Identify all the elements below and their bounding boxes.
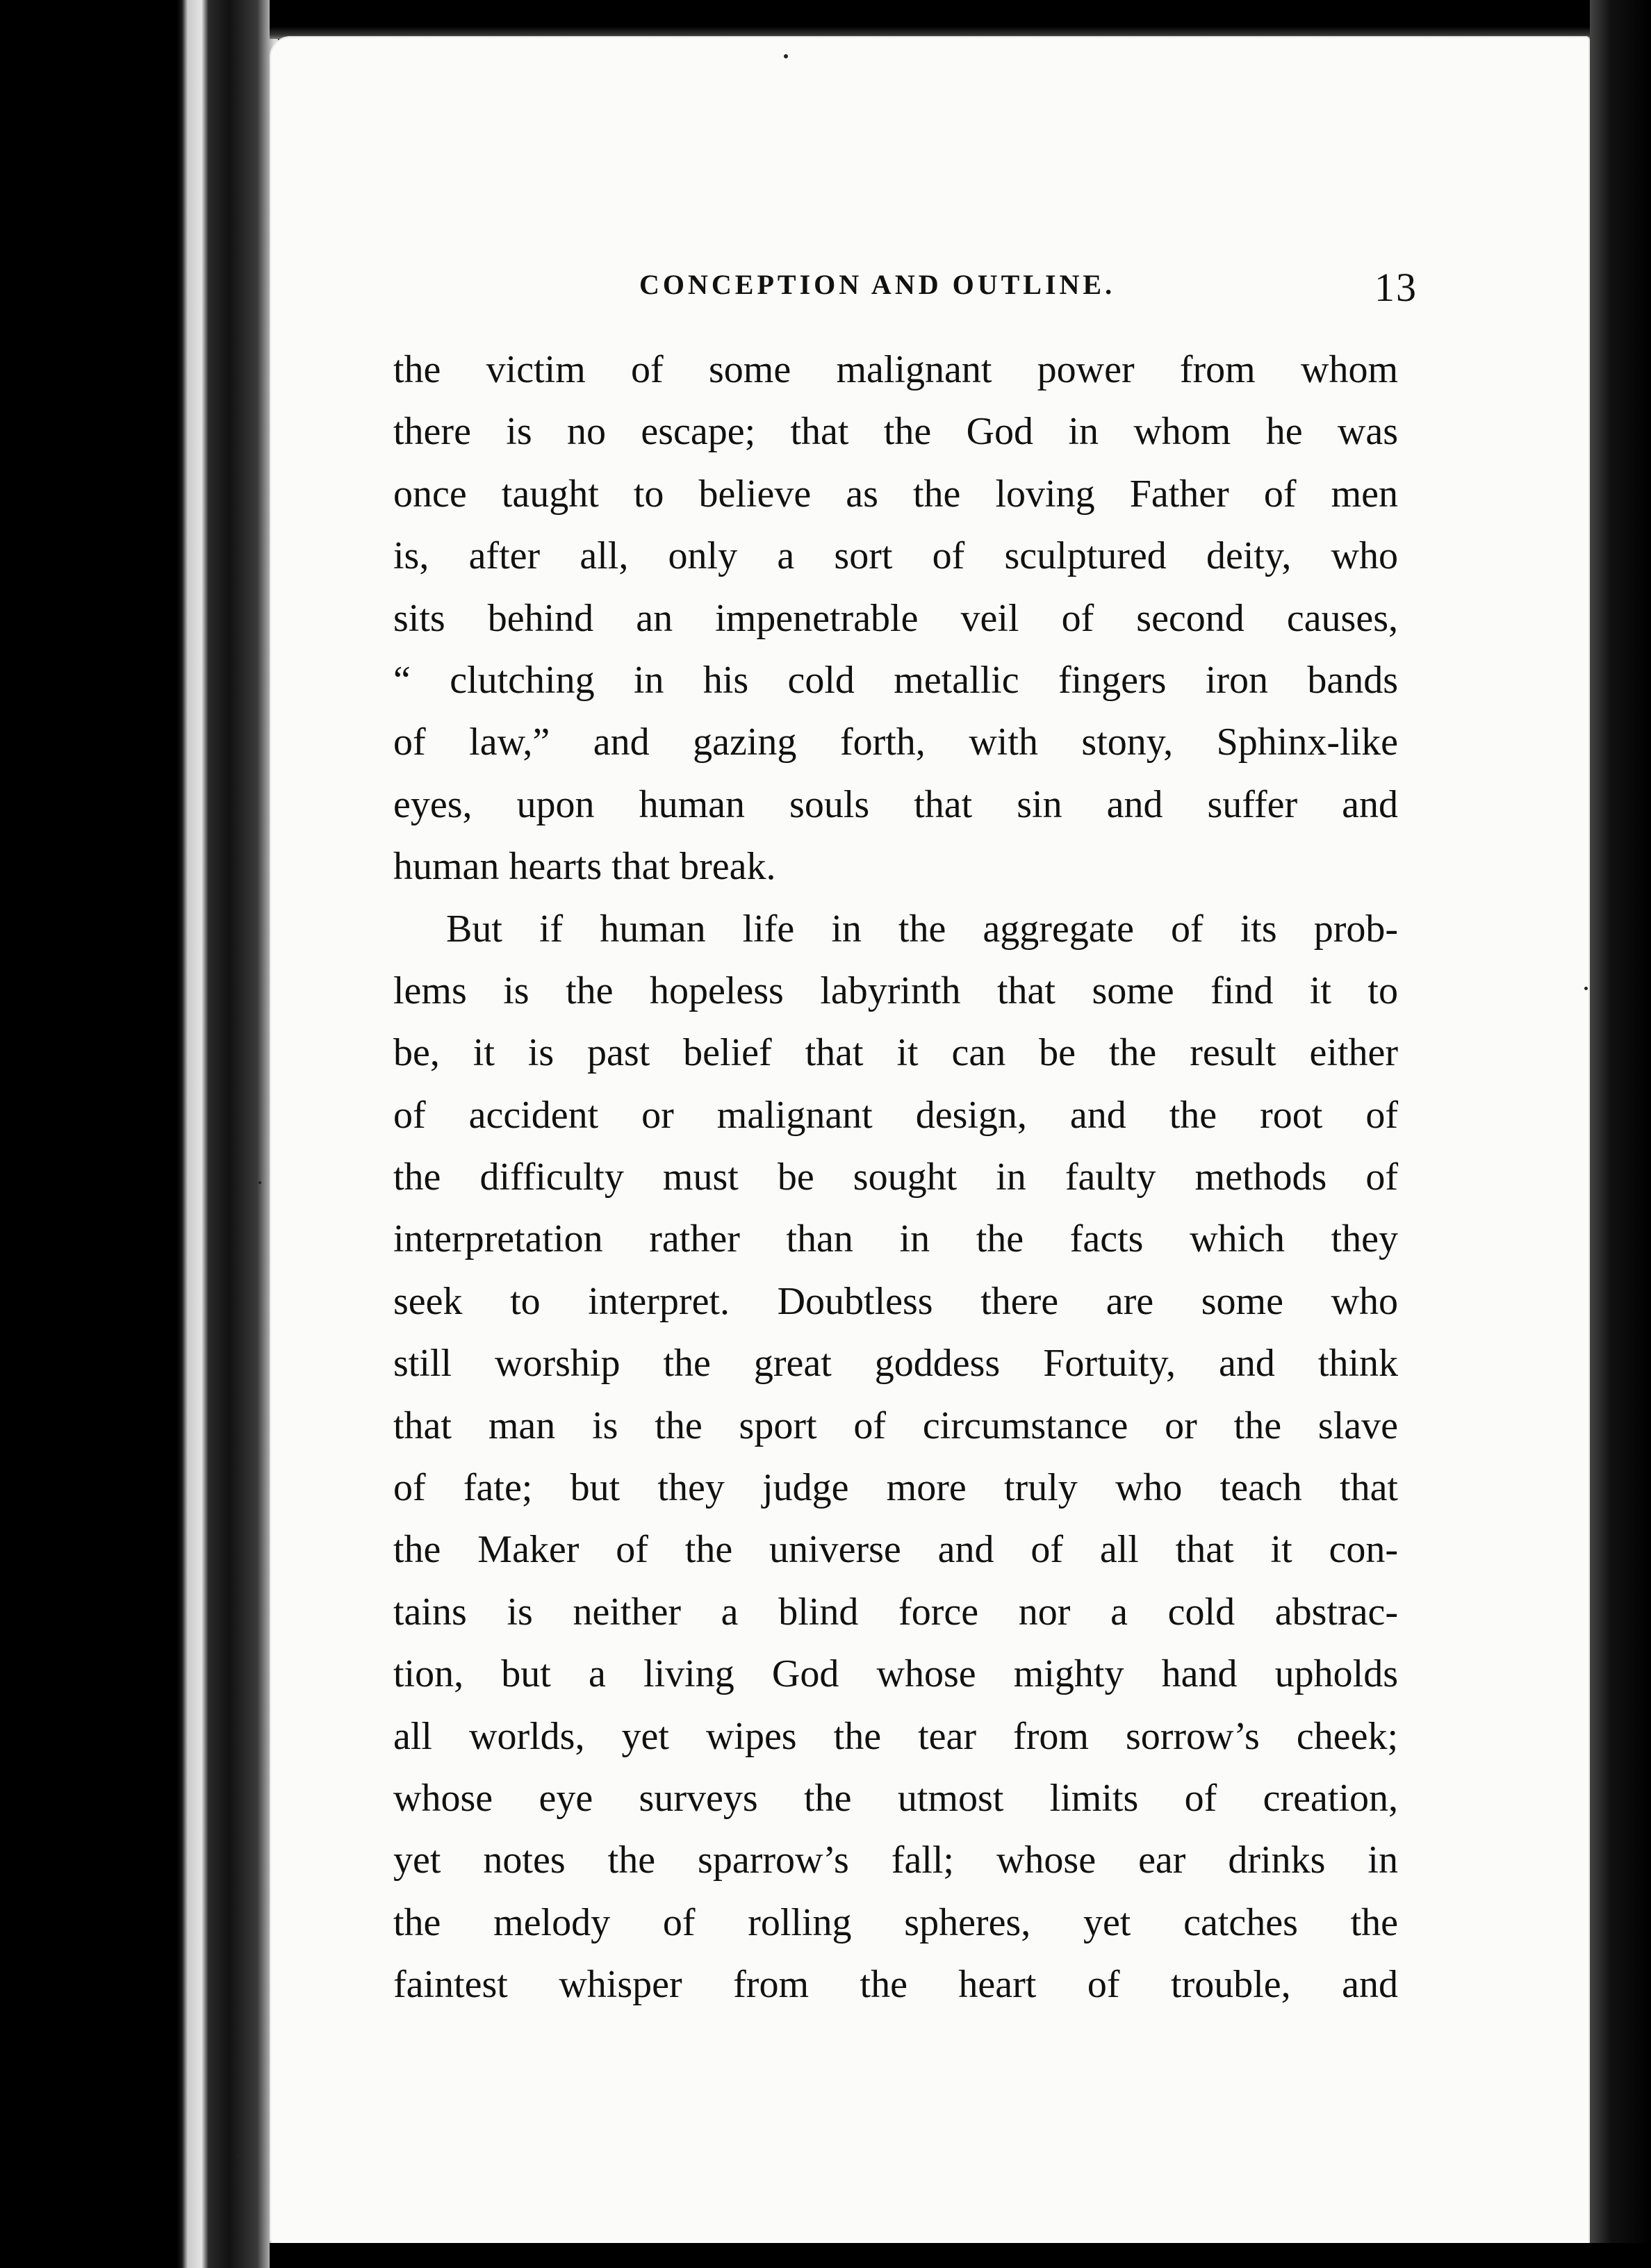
text-line: lems is the hopeless labyrinth that some find it to (393, 969, 1398, 1012)
paragraph (393, 898, 1398, 2016)
running-head: CONCEPTION AND OUTLINE. (639, 269, 1116, 300)
text-line: yet notes the sparrow’s fall; whose ear drinks in (393, 1839, 1398, 1882)
paragraph (393, 339, 1398, 898)
text-line: once taught to believe as the loving Father of men (393, 472, 1398, 516)
text-line: there is no escape; that the God in whom he was (393, 410, 1398, 454)
text-line: of fate; but they judge more truly who teach that (393, 1466, 1398, 1510)
text-line: But if human life in the aggregate of its prob- (446, 907, 1398, 951)
dust-speck (236, 2154, 240, 2158)
text-line: sits behind an impenetrable veil of second causes, (393, 596, 1398, 640)
text-line: human hearts that break. (393, 845, 776, 889)
text-line: the victim of some malignant power from whom (393, 348, 1398, 391)
text-line: is, after all, only a sort of sculptured deity, who (393, 534, 1398, 578)
text-line: that man is the sport of circumstance or the slave (393, 1404, 1398, 1447)
dust-speck (258, 1181, 261, 1184)
text-line: interpretation rather than in the facts which they (393, 1217, 1398, 1261)
text-line: of law,” and gazing forth, with stony, Sphinx-like (393, 721, 1398, 764)
body-text (393, 339, 1398, 2016)
text-line: eyes, upon human souls that sin and suffer and (393, 782, 1398, 826)
right-border (1590, 0, 1651, 2268)
text-line: the melody of rolling spheres, yet catches the (393, 1900, 1398, 1944)
text-line: seek to interpret. Doubtless there are some who (393, 1279, 1398, 1323)
text-line: the Maker of the universe and of all that it con- (393, 1528, 1398, 1572)
book-spine (0, 0, 278, 2268)
text-line: whose eye surveys the utmost limits of creation, (393, 1776, 1398, 1820)
text-line: tains is neither a blind force nor a cold abstrac- (393, 1590, 1398, 1634)
dust-speck (784, 54, 788, 58)
top-border (270, 0, 1651, 39)
page-header (389, 263, 1418, 318)
text-line: of accident or malignant design, and the root of (393, 1093, 1398, 1137)
text-line: tion, but a living God whose mighty hand upholds (393, 1652, 1398, 1696)
text-line: faintest whisper from the heart of trouble, and (393, 1963, 1398, 2007)
text-line: “ clutching in his cold metallic fingers iron bands (393, 658, 1398, 702)
bottom-border (270, 2243, 1651, 2268)
dust-speck (1584, 987, 1588, 990)
text-line: be, it is past belief that it can be the result either (393, 1031, 1398, 1075)
text-line: still worship the great goddess Fortuity, and think (393, 1342, 1398, 1386)
text-line: the difficulty must be sought in faulty methods of (393, 1156, 1398, 1199)
page-number: 13 (1374, 265, 1418, 310)
text-line: all worlds, yet wipes the tear from sorrow’s cheek; (393, 1714, 1398, 1758)
